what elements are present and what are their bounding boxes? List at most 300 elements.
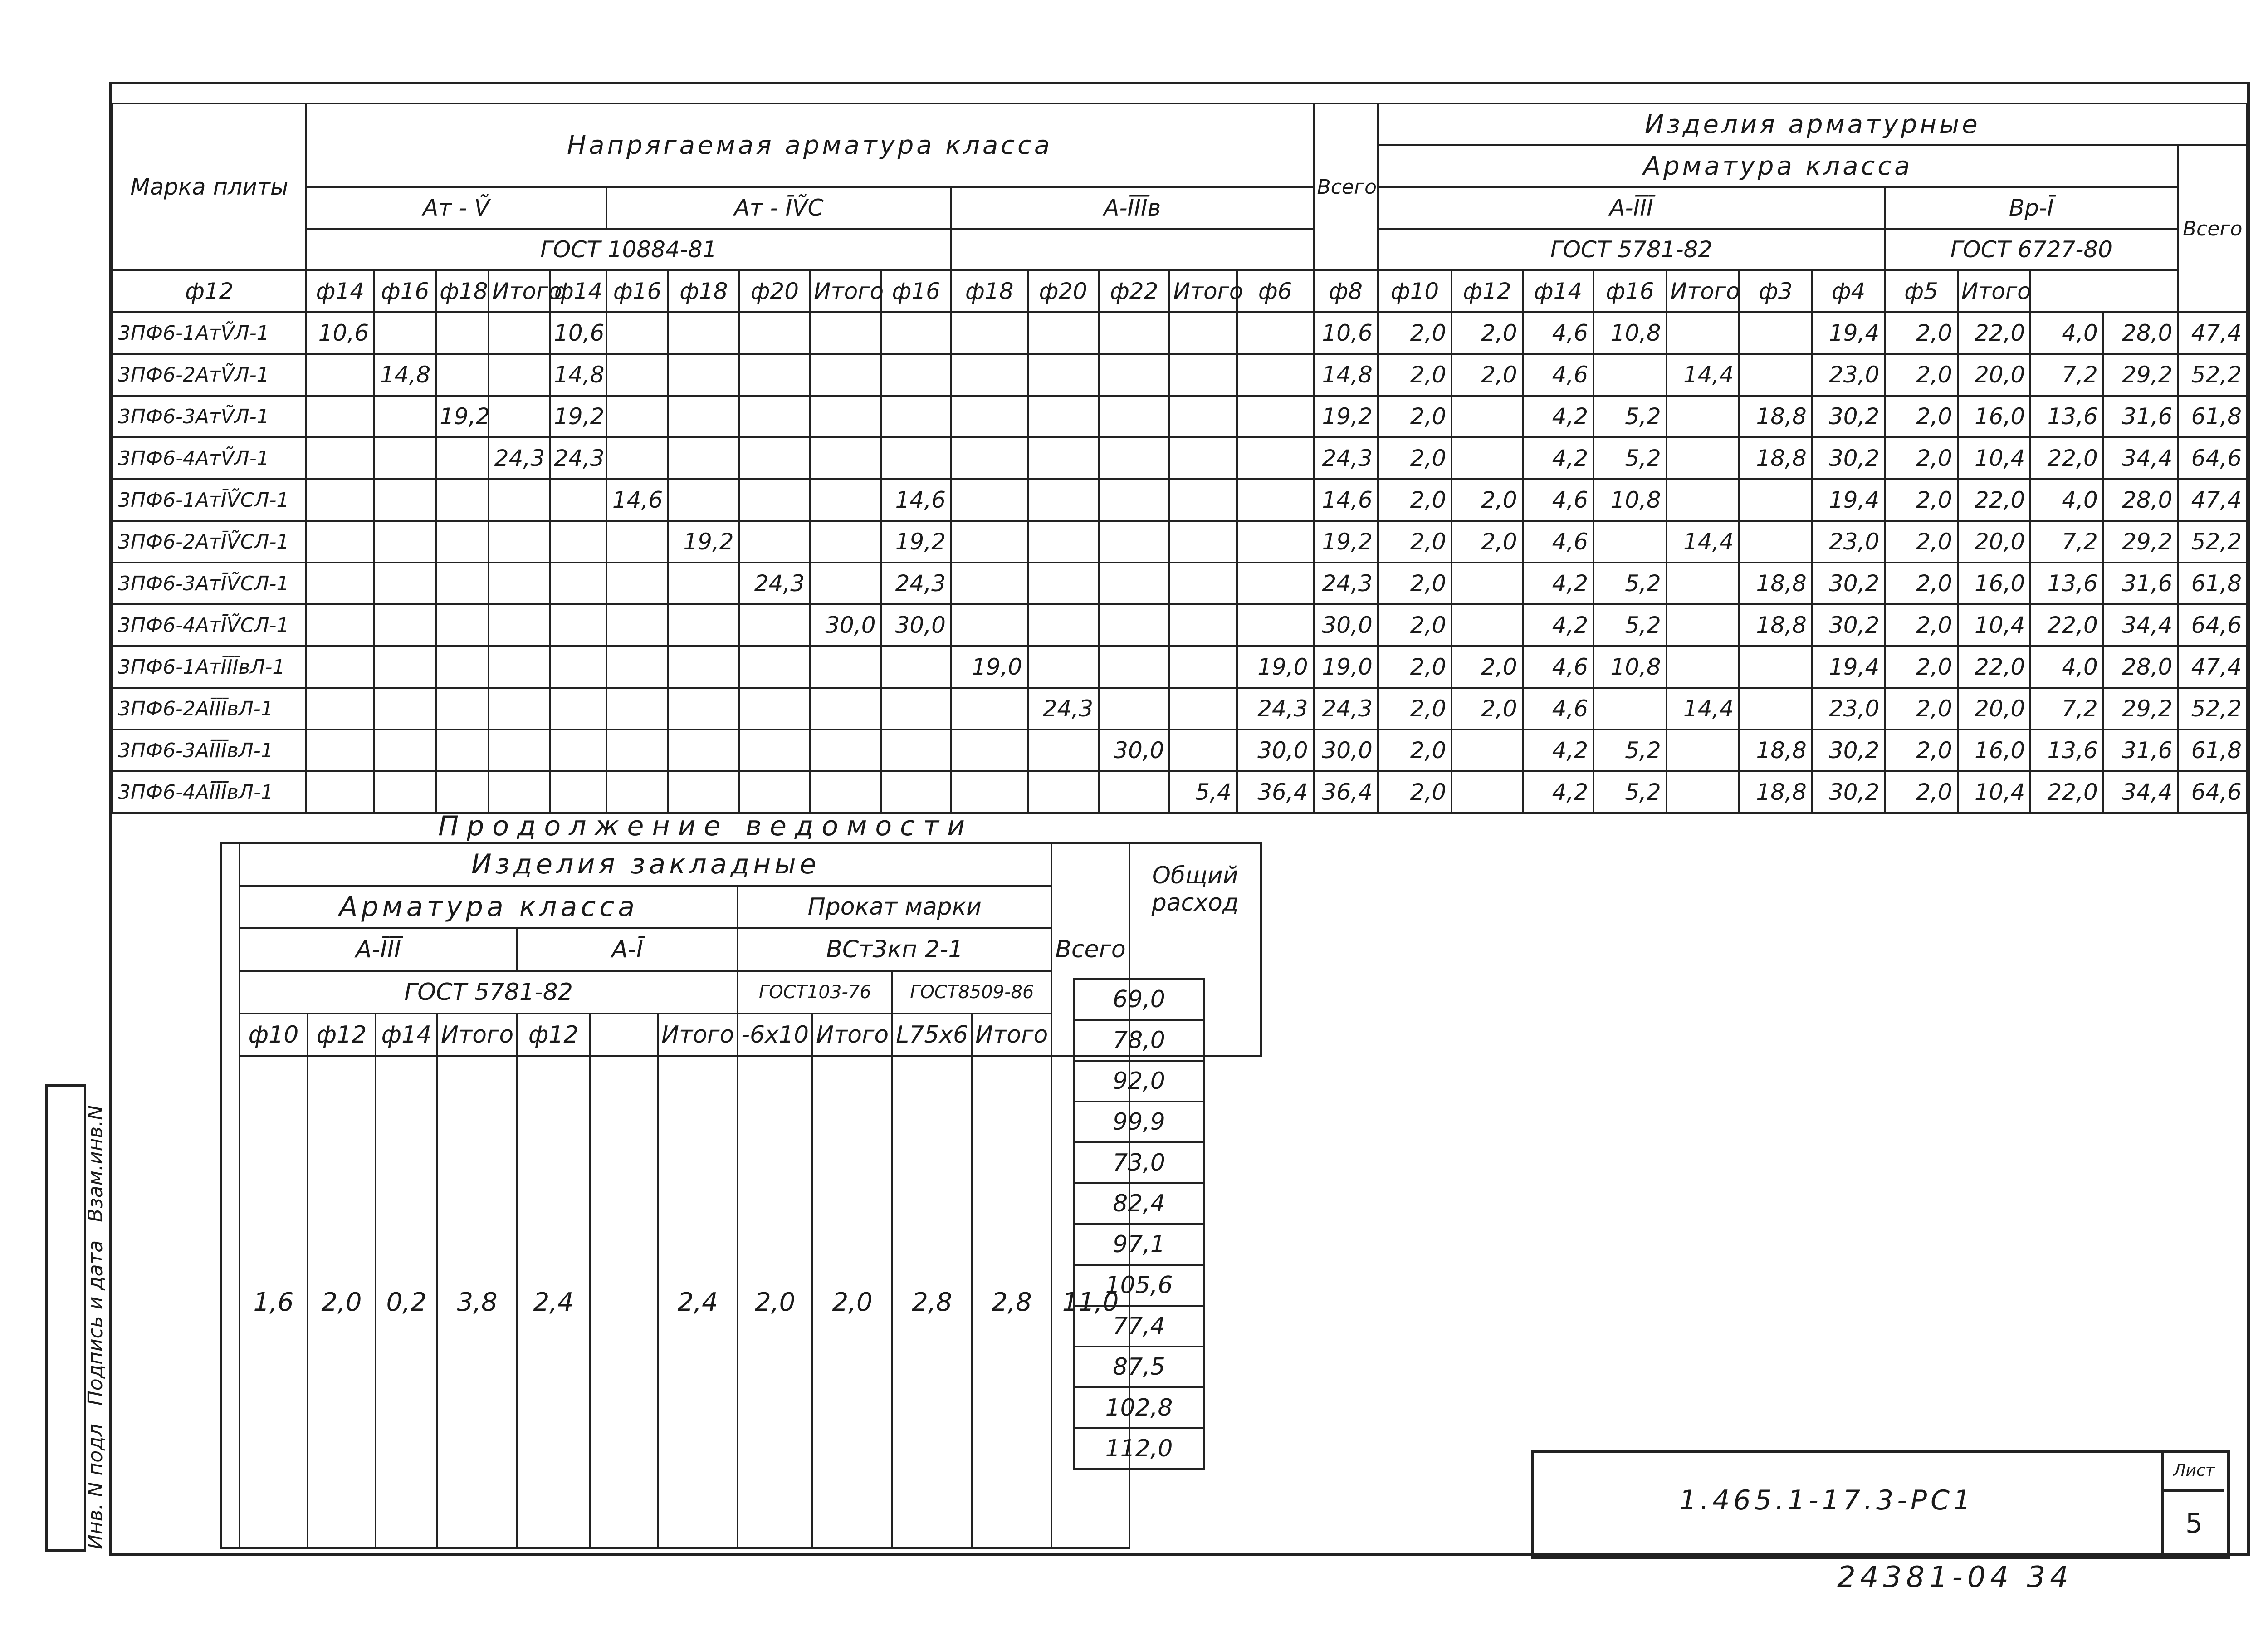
emb-value: 2,8 <box>972 1056 1051 1548</box>
class-bp1: Вр-Ī <box>1885 187 2178 229</box>
table-cell <box>739 521 810 563</box>
emb-diameter-header: Итого <box>972 1014 1051 1056</box>
diameter-header: ф14 <box>1523 270 1593 312</box>
table-cell: 4,2 <box>1523 437 1593 479</box>
table-cell: 24,3 <box>1028 688 1099 730</box>
emb-diameter-header: Итого <box>658 1014 738 1056</box>
table-cell <box>1099 479 1169 521</box>
table-cell: 10,4 <box>1958 771 2031 813</box>
table-cell <box>1099 354 1169 396</box>
plate-mark: 3ПФ6-1АтĪṼСЛ-1 <box>112 479 306 521</box>
table-cell <box>1099 604 1169 646</box>
class-a3: А-ĪĪĪ <box>1378 187 1885 229</box>
total-value: 99,9 <box>1074 1102 1204 1142</box>
table-cell <box>1099 437 1169 479</box>
table-cell: 19,0 <box>1237 646 1314 688</box>
table-cell: 2,0 <box>1452 479 1522 521</box>
table-cell: 30,0 <box>1099 730 1169 771</box>
table-cell <box>1099 688 1169 730</box>
table-cell <box>668 771 739 813</box>
total-row <box>1074 1142 1204 1183</box>
gost-5781: ГОСТ 5781-82 <box>1378 229 1885 270</box>
table-cell: 2,0 <box>1885 771 1958 813</box>
table-cell <box>1593 521 1667 563</box>
table-cell <box>668 730 739 771</box>
emb-diameter-header: ф10 <box>240 1014 308 1056</box>
table-cell <box>1667 646 1740 688</box>
table-cell: 2,0 <box>1885 437 1958 479</box>
emb-total-header: Всего <box>1051 843 1129 1056</box>
emb-diameter-header: ф12 <box>308 1014 376 1056</box>
table-cell: 20,0 <box>1958 521 2031 563</box>
table-cell <box>489 354 550 396</box>
emb-value: 1,6 <box>240 1056 308 1548</box>
table-cell <box>1028 437 1099 479</box>
diameter-header: ф12 <box>1452 270 1522 312</box>
emb-value: 2,4 <box>658 1056 738 1548</box>
emb-value: 3,8 <box>437 1056 517 1548</box>
table-cell <box>550 563 606 604</box>
table-cell: 14,4 <box>1667 354 1740 396</box>
table-cell <box>1593 688 1667 730</box>
table-cell: 31,6 <box>2103 396 2178 437</box>
plate-mark: 3ПФ6-3АтṼЛ-1 <box>112 396 306 437</box>
table-cell <box>306 730 374 771</box>
table-cell <box>1099 771 1169 813</box>
table-cell <box>374 730 436 771</box>
diameter-header: Итого <box>1667 270 1740 312</box>
table-cell <box>306 437 374 479</box>
table-cell: 13,6 <box>2030 563 2103 604</box>
table-cell <box>739 771 810 813</box>
table-cell <box>306 521 374 563</box>
table-cell <box>489 730 550 771</box>
table-cell: 23,0 <box>1812 354 1885 396</box>
table-cell: 2,0 <box>1378 437 1452 479</box>
table-cell <box>606 354 668 396</box>
inv-number-label: Инв. N подл <box>84 1424 107 1549</box>
emb-diameter-header: L75х6 <box>892 1014 972 1056</box>
total-value: 77,4 <box>1074 1306 1204 1347</box>
table-cell: 19,2 <box>550 396 606 437</box>
table-cell: 10,4 <box>1958 437 2031 479</box>
table-cell: 2,0 <box>1452 312 1522 354</box>
emb-value: 2,0 <box>308 1056 376 1548</box>
table-cell <box>436 521 489 563</box>
table-cell: 2,0 <box>1378 730 1452 771</box>
table-cell <box>668 563 739 604</box>
table-cell <box>739 688 810 730</box>
table-cell: 2,0 <box>1885 646 1958 688</box>
emb-value: 11,0 <box>1051 1056 1129 1548</box>
emb-value: 2,4 <box>517 1056 590 1548</box>
table-cell <box>1169 521 1237 563</box>
table-cell <box>951 563 1028 604</box>
table-cell: 14,6 <box>606 479 668 521</box>
table-cell <box>1593 354 1667 396</box>
table-cell <box>810 771 881 813</box>
table-cell: 18,8 <box>1739 563 1812 604</box>
table-cell <box>374 563 436 604</box>
table-cell: 20,0 <box>1958 354 2031 396</box>
table-cell <box>374 437 436 479</box>
gost-empty <box>951 229 1314 270</box>
table-cell: 7,2 <box>2030 354 2103 396</box>
table-cell: 18,8 <box>1739 437 1812 479</box>
table-cell <box>306 688 374 730</box>
table-row <box>112 396 2247 437</box>
table-cell: 13,6 <box>2030 396 2103 437</box>
table-cell: 7,2 <box>2030 521 2103 563</box>
products-total-header: Всего <box>2178 145 2247 312</box>
table-cell <box>1452 396 1522 437</box>
table-cell: 2,0 <box>1885 521 1958 563</box>
table-cell <box>810 437 881 479</box>
table-cell: 23,0 <box>1812 688 1885 730</box>
diameter-header: ф22 <box>1099 270 1169 312</box>
table-cell <box>810 312 881 354</box>
table-cell <box>1169 563 1237 604</box>
table-cell <box>1667 312 1740 354</box>
prestressed-header: Напрягаемая арматура класса <box>306 103 1314 187</box>
table-cell <box>489 646 550 688</box>
diameter-header: ф20 <box>739 270 810 312</box>
table-cell <box>1667 604 1740 646</box>
total-row <box>1074 1387 1204 1428</box>
table-cell <box>1169 437 1237 479</box>
table-cell: 36,4 <box>1314 771 1378 813</box>
table-cell: 4,0 <box>2030 312 2103 354</box>
table-cell <box>489 312 550 354</box>
emb-value: 2,0 <box>738 1056 812 1548</box>
table-cell <box>606 688 668 730</box>
table-cell <box>881 312 951 354</box>
table-cell: 16,0 <box>1958 396 2031 437</box>
plate-mark: 3ПФ6-2АĪĪĪвЛ-1 <box>112 688 306 730</box>
table-cell: 24,3 <box>489 437 550 479</box>
table-cell <box>668 312 739 354</box>
table-cell: 29,2 <box>2103 354 2178 396</box>
table-cell: 31,6 <box>2103 563 2178 604</box>
table-row <box>112 479 2247 521</box>
table-row <box>112 771 2247 813</box>
table-cell <box>1169 479 1237 521</box>
class-a3b: А-ĪĪĪв <box>951 187 1314 229</box>
total-value: 97,1 <box>1074 1224 1204 1265</box>
table-cell: 2,0 <box>1885 604 1958 646</box>
table-cell <box>489 396 550 437</box>
table-cell: 22,0 <box>2030 437 2103 479</box>
table-cell: 2,0 <box>1378 604 1452 646</box>
table-cell <box>951 354 1028 396</box>
products-header: Изделия арматурные <box>1378 103 2247 145</box>
table-cell: 2,0 <box>1378 521 1452 563</box>
table-cell: 5,4 <box>1169 771 1237 813</box>
table-cell: 64,6 <box>2178 771 2247 813</box>
table-row <box>112 312 2247 354</box>
table-cell: 30,2 <box>1812 604 1885 646</box>
table-cell <box>1028 479 1099 521</box>
table-cell <box>436 771 489 813</box>
table-cell <box>1739 646 1812 688</box>
table-cell <box>668 396 739 437</box>
table-cell: 61,8 <box>2178 730 2247 771</box>
table-cell: 4,6 <box>1523 312 1593 354</box>
plate-mark: 3ПФ6-3АĪĪĪвЛ-1 <box>112 730 306 771</box>
table-cell <box>1452 563 1522 604</box>
table-cell: 22,0 <box>1958 312 2031 354</box>
table-cell: 14,8 <box>1314 354 1378 396</box>
table-cell: 2,0 <box>1885 312 1958 354</box>
table-cell <box>1739 312 1812 354</box>
emb-class-a3: А-ĪĪĪ <box>240 928 517 971</box>
table-cell: 24,3 <box>881 563 951 604</box>
archive-number: 24381-04 34 <box>1837 1561 2073 1594</box>
table-row <box>112 646 2247 688</box>
table-cell <box>306 479 374 521</box>
emb-diameter-header <box>590 1014 658 1056</box>
table-cell: 47,4 <box>2178 312 2247 354</box>
emb-rebar-class: Арматура класса <box>240 886 738 928</box>
table-cell <box>1169 312 1237 354</box>
total-row <box>1074 1428 1204 1469</box>
table-cell: 47,4 <box>2178 479 2247 521</box>
table-cell <box>881 688 951 730</box>
total-value: 105,6 <box>1074 1265 1204 1306</box>
table-cell <box>951 437 1028 479</box>
table-cell <box>489 563 550 604</box>
embedded-title: Изделия закладные <box>240 843 1051 886</box>
table-cell: 30,0 <box>1237 730 1314 771</box>
diameter-header: ф16 <box>606 270 668 312</box>
table-cell <box>1452 730 1522 771</box>
total-value: 112,0 <box>1074 1428 1204 1469</box>
sheet-cell <box>2161 1453 2227 1559</box>
table-cell <box>1237 479 1314 521</box>
table-cell: 24,3 <box>1314 688 1378 730</box>
table-cell: 16,0 <box>1958 730 2031 771</box>
table-cell: 2,0 <box>1885 730 1958 771</box>
table-cell <box>374 396 436 437</box>
table-cell <box>810 354 881 396</box>
table-cell <box>489 479 550 521</box>
table-cell <box>606 521 668 563</box>
diameter-header: ф16 <box>881 270 951 312</box>
table-cell: 4,2 <box>1523 730 1593 771</box>
table-cell <box>374 521 436 563</box>
table-cell: 2,0 <box>1452 688 1522 730</box>
table-cell <box>881 730 951 771</box>
table-cell <box>1028 396 1099 437</box>
table-cell: 22,0 <box>2030 771 2103 813</box>
total-row <box>1074 1347 1204 1387</box>
sheet-label: Лист <box>2164 1453 2224 1492</box>
table-cell <box>550 479 606 521</box>
emb-diameter-header: Итого <box>437 1014 517 1056</box>
table-cell <box>951 479 1028 521</box>
table-cell <box>306 646 374 688</box>
table-cell <box>436 688 489 730</box>
table-cell: 18,8 <box>1739 396 1812 437</box>
table-cell: 19,0 <box>1314 646 1378 688</box>
table-cell: 10,8 <box>1593 479 1667 521</box>
table-cell <box>550 730 606 771</box>
table-cell: 30,0 <box>810 604 881 646</box>
table-cell: 34,4 <box>2103 771 2178 813</box>
table-cell: 2,0 <box>1378 354 1452 396</box>
table-cell: 5,2 <box>1593 437 1667 479</box>
plate-mark: 3ПФ6-1АтĪĪĪвЛ-1 <box>112 646 306 688</box>
table-cell: 5,2 <box>1593 604 1667 646</box>
table-cell <box>739 730 810 771</box>
table-cell <box>1028 604 1099 646</box>
table-cell: 2,0 <box>1885 479 1958 521</box>
table-cell: 64,6 <box>2178 604 2247 646</box>
diameter-header: ф18 <box>951 270 1028 312</box>
table-cell <box>810 646 881 688</box>
table-cell: 14,4 <box>1667 688 1740 730</box>
side-stamp <box>45 1084 107 1552</box>
table-cell <box>1028 771 1099 813</box>
diameter-header: ф16 <box>1593 270 1667 312</box>
table-cell <box>1452 604 1522 646</box>
emb-value: 0,2 <box>376 1056 437 1548</box>
table-cell <box>606 730 668 771</box>
table-cell: 19,0 <box>951 646 1028 688</box>
table-cell <box>374 771 436 813</box>
emb-value: 2,0 <box>812 1056 892 1548</box>
table-cell <box>1237 437 1314 479</box>
table-cell: 30,2 <box>1812 437 1885 479</box>
table-cell <box>306 396 374 437</box>
table-cell <box>739 479 810 521</box>
table-cell <box>436 604 489 646</box>
table-cell: 4,0 <box>2030 646 2103 688</box>
emb-diameter-header: ф14 <box>376 1014 437 1056</box>
table-cell: 4,6 <box>1523 479 1593 521</box>
table-cell <box>1028 312 1099 354</box>
table-cell: 22,0 <box>1958 479 2031 521</box>
table-cell: 10,8 <box>1593 312 1667 354</box>
table-cell: 5,2 <box>1593 563 1667 604</box>
table-cell: 18,8 <box>1739 604 1812 646</box>
plate-mark: 3ПФ6-3АтĪṼСЛ-1 <box>112 563 306 604</box>
diameter-header: ф5 <box>1885 270 1958 312</box>
emb-class-a1: А-Ī <box>517 928 738 971</box>
table-cell: 52,2 <box>2178 688 2247 730</box>
table-cell <box>1667 437 1740 479</box>
table-row <box>112 521 2247 563</box>
table-cell <box>374 646 436 688</box>
table-cell: 2,0 <box>1885 688 1958 730</box>
table-cell <box>951 604 1028 646</box>
table-cell <box>1739 688 1812 730</box>
table-cell <box>810 730 881 771</box>
table-cell: 2,0 <box>1378 563 1452 604</box>
table-row <box>112 730 2247 771</box>
table-cell <box>810 479 881 521</box>
sheet-number: 5 <box>2185 1508 2203 1539</box>
table-cell <box>1237 563 1314 604</box>
table-cell <box>1169 604 1237 646</box>
table-cell <box>810 563 881 604</box>
document-code: 1.465.1-17.3-РС1 <box>1679 1484 1975 1516</box>
table-cell: 2,0 <box>1378 646 1452 688</box>
table-cell: 19,4 <box>1812 646 1885 688</box>
table-cell <box>436 730 489 771</box>
table-cell <box>1237 521 1314 563</box>
table-cell <box>881 354 951 396</box>
total-row <box>1074 1183 1204 1224</box>
diameter-header: ф8 <box>1314 270 1378 312</box>
table-cell <box>810 688 881 730</box>
table-cell: 30,2 <box>1812 730 1885 771</box>
emb-steel: ВСт3кп 2-1 <box>738 928 1051 971</box>
table-cell: 4,6 <box>1523 646 1593 688</box>
diameter-header: Итого <box>810 270 881 312</box>
table-cell <box>668 604 739 646</box>
table-cell <box>1028 354 1099 396</box>
table-cell <box>1667 396 1740 437</box>
class-at4c: Ат - ĪṼC <box>606 187 951 229</box>
diameter-header: ф4 <box>1812 270 1885 312</box>
table-cell <box>1099 521 1169 563</box>
table-cell: 2,0 <box>1378 396 1452 437</box>
table-cell: 30,0 <box>881 604 951 646</box>
table-cell: 20,0 <box>1958 688 2031 730</box>
table-cell <box>1237 354 1314 396</box>
table-cell <box>1667 479 1740 521</box>
diameter-header: Итого <box>489 270 550 312</box>
table-cell <box>489 604 550 646</box>
table-cell: 2,0 <box>1885 396 1958 437</box>
table-cell <box>739 604 810 646</box>
rebar-class-header: Арматура класса <box>1378 145 2178 187</box>
total-row <box>1074 1265 1204 1306</box>
table-cell: 14,4 <box>1667 521 1740 563</box>
table-cell <box>374 479 436 521</box>
table-cell: 47,4 <box>2178 646 2247 688</box>
diameter-header: ф6 <box>1237 270 1314 312</box>
table-cell: 30,2 <box>1812 563 1885 604</box>
table-cell: 7,2 <box>2030 688 2103 730</box>
table-cell <box>489 771 550 813</box>
table-cell: 2,0 <box>1885 563 1958 604</box>
table-cell <box>1099 396 1169 437</box>
table-cell <box>606 437 668 479</box>
table-cell <box>810 396 881 437</box>
table-cell <box>1169 396 1237 437</box>
table-cell: 34,4 <box>2103 604 2178 646</box>
total-header: Всего <box>1314 103 1378 270</box>
table-cell: 4,2 <box>1523 604 1593 646</box>
table-cell: 4,2 <box>1523 563 1593 604</box>
table-cell: 24,3 <box>1314 437 1378 479</box>
table-cell: 30,2 <box>1812 396 1885 437</box>
table-cell <box>881 437 951 479</box>
table-cell: 24,3 <box>1314 563 1378 604</box>
table-cell: 4,6 <box>1523 354 1593 396</box>
table-cell <box>550 771 606 813</box>
table-cell: 14,6 <box>881 479 951 521</box>
total-row <box>1074 1020 1204 1061</box>
table-cell: 52,2 <box>2178 521 2247 563</box>
table-cell <box>606 396 668 437</box>
table-cell <box>1099 646 1169 688</box>
table-cell: 61,8 <box>2178 563 2247 604</box>
table-cell: 30,0 <box>1314 730 1378 771</box>
table-cell <box>1667 563 1740 604</box>
